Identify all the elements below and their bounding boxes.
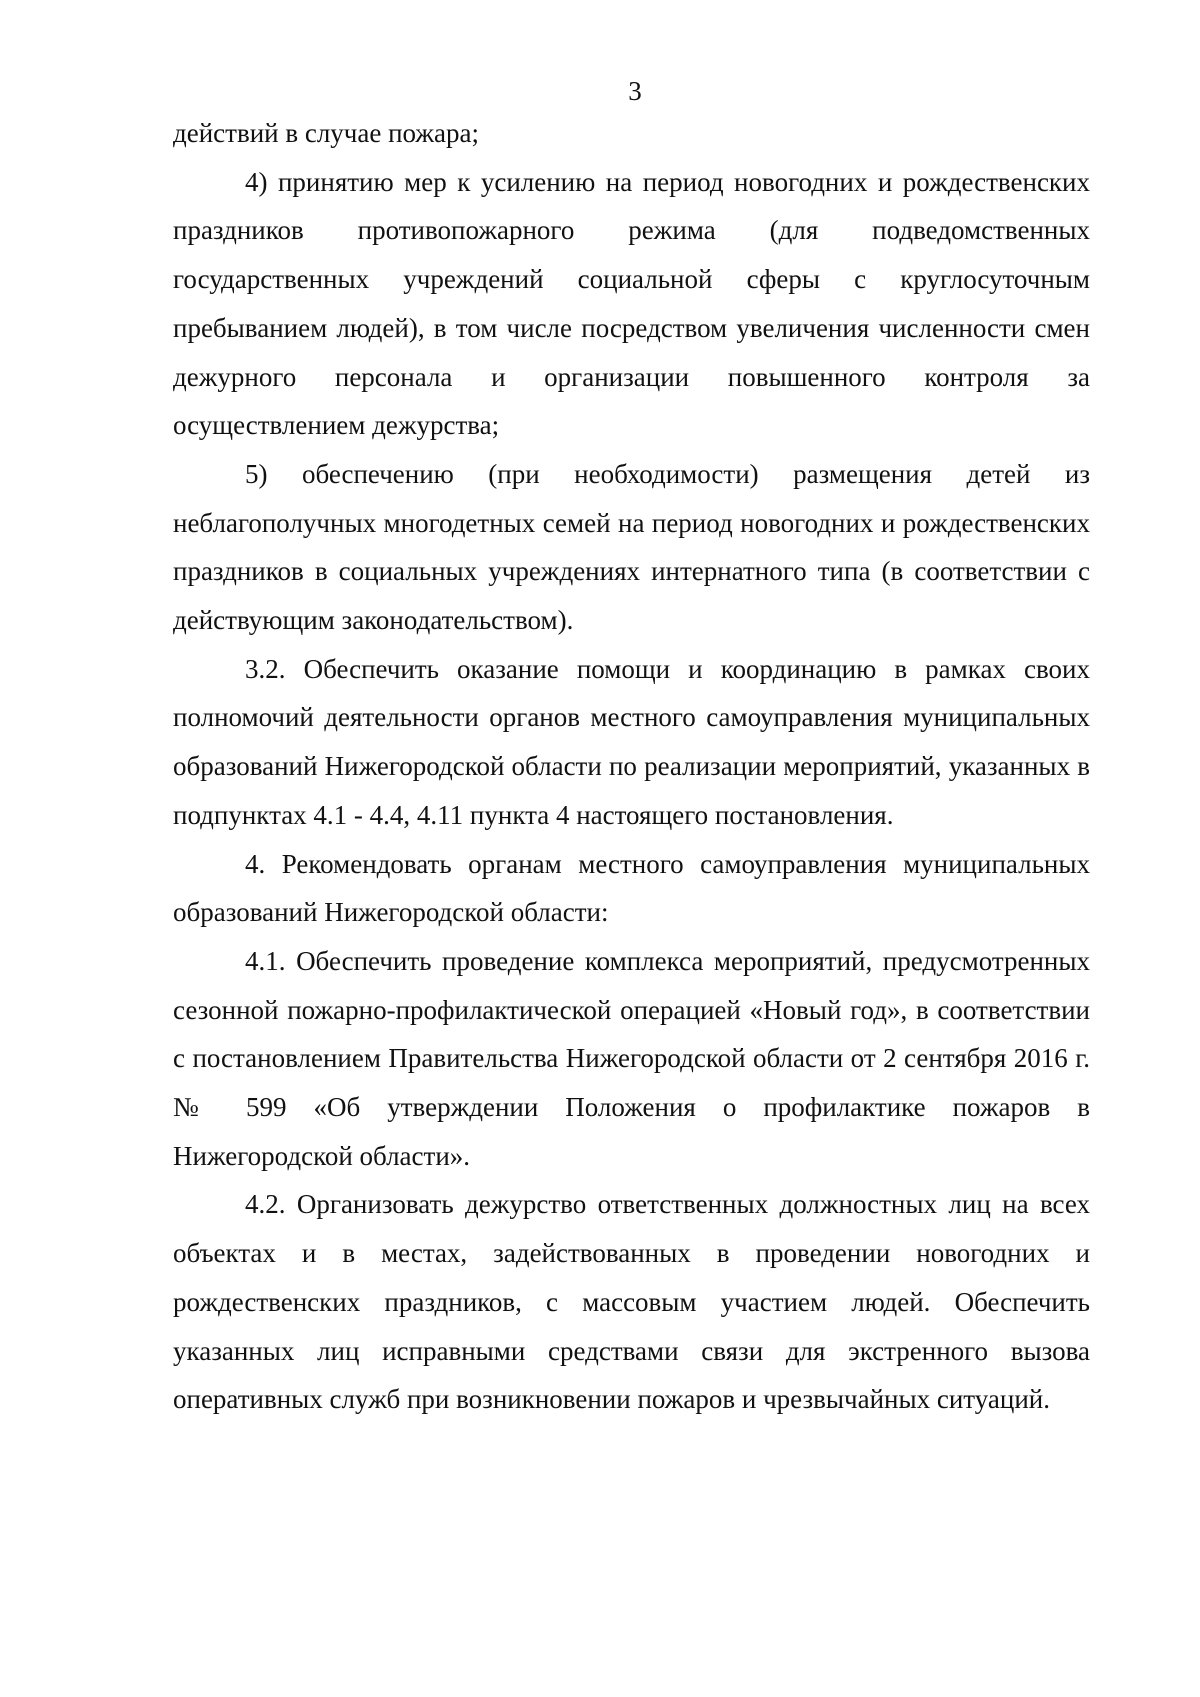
- paragraph-3-2: 3.2. Обеспечить оказание помощи и координацию в рамках своих полномочий деятельности органов местного самоуправления муниципальных образований Нижегородской области по реализации мероприятий, указанных в подпунктах 4.1 - 4.4, 4.11 пункта 4 настоящего постановления.: [173, 653, 1090, 830]
- paragraph-4: 4. Рекомендовать органам местного самоуправления муниципальных образований Нижегородской области:: [173, 848, 1090, 928]
- paragraph-item-5: 5) обеспечению (при необходимости) размещения детей из неблагополучных многодетных семей на период новогодних и рождественских праздников в социальных учреждениях интернатного типа (в соответствии с действующим законодательством).: [173, 458, 1090, 636]
- paragraph-4-2: 4.2. Организовать дежурство ответственных должностных лиц на всех объектах и в местах, задействованных в проведении новогодних и рождественских праздников, с массовым участием людей. Обеспечить указанных лиц исправными средствами связи для экстренного вызова оперативных служб при возникновении пожаров и чрезвычайных ситуаций.: [173, 1189, 1090, 1415]
- paragraph-item-4: 4) принятию мер к усилению на период новогодних и рождественских праздников противопожарного режима (для подведомственных государственных учреждений социальной сферы с круглосуточным пребыванием людей), в том числе посредством увеличения численности смен дежурного персонала и организации повышенного контроля за осуществлением дежурства;: [173, 166, 1090, 441]
- paragraph-4-1: 4.1. Обеспечить проведение комплекса мероприятий, предусмотренных сезонной пожарно-профилактической операцией «Новый год», в соответствии с постановлением Правительства Нижегородской области от 2 сентября 2016 г. № 599 «Об утверждении Положения о профилактике пожаров в Нижегородской области».: [173, 945, 1090, 1171]
- document-body: [173, 109, 1090, 1424]
- page-number: 3: [628, 76, 642, 106]
- paragraph-continuation: действий в случае пожара;: [173, 118, 480, 148]
